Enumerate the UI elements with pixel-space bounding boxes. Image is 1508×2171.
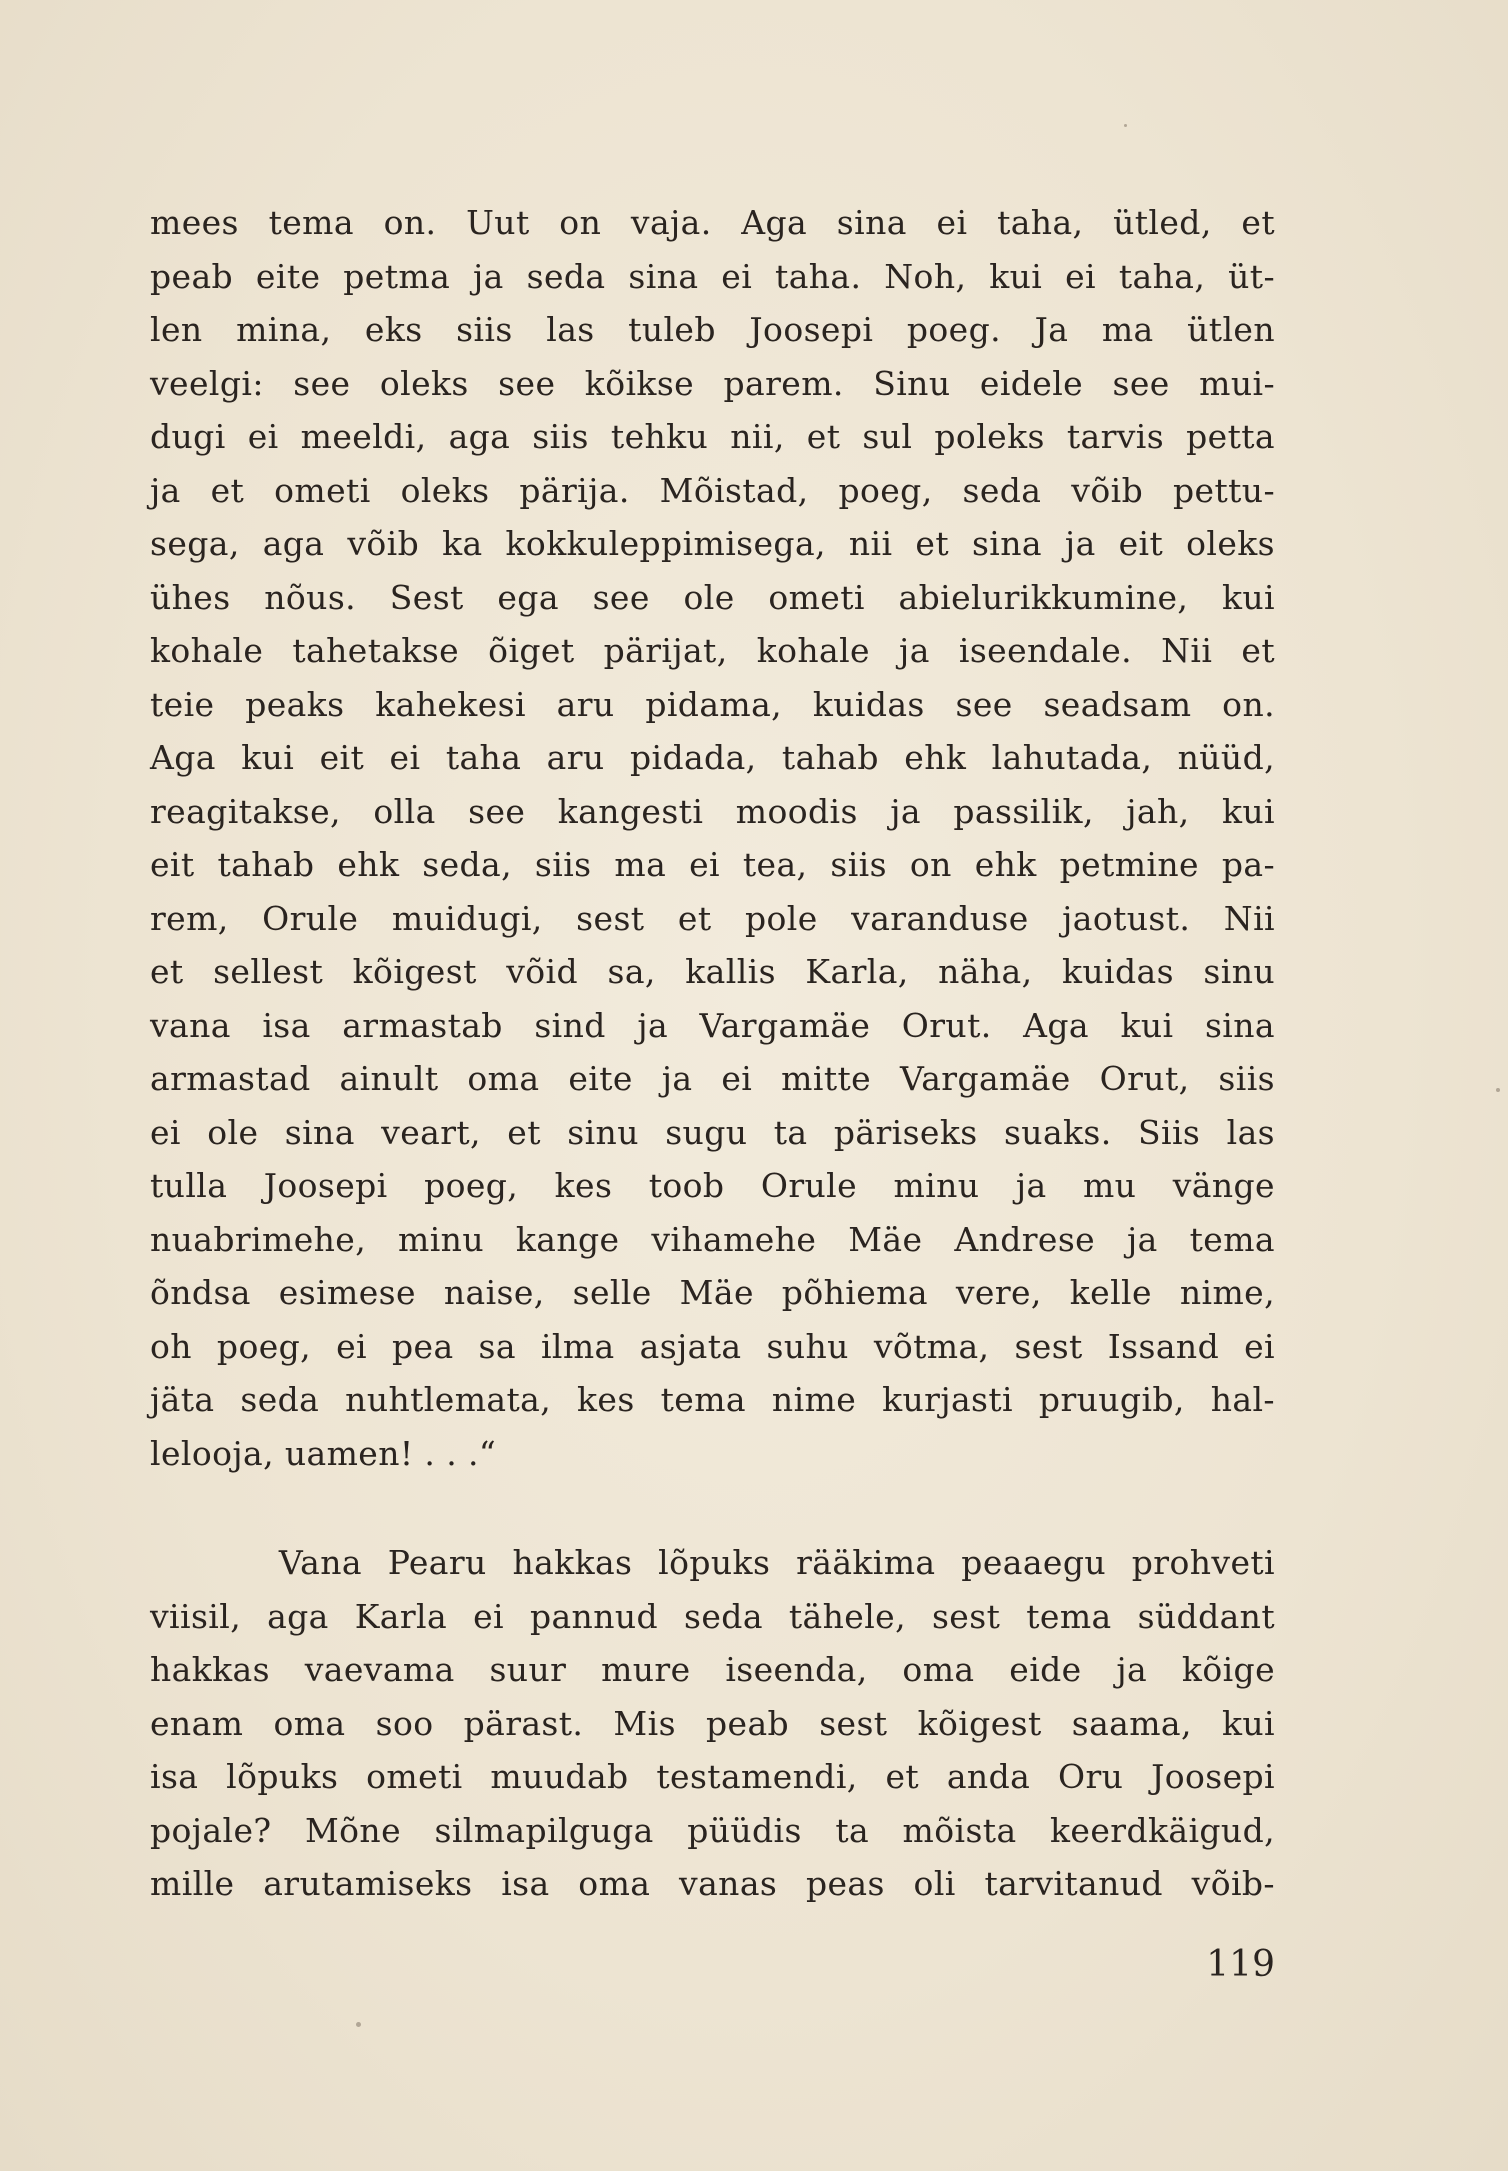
text-line: enam oma soo pärast. Mis peab sest kõigest saama, kui	[150, 1703, 1275, 1743]
text-line: ei ole sina veart, et sinu sugu ta päriseks suaks. Siis las	[150, 1112, 1275, 1152]
text-line: viisil, aga Karla ei pannud seda tähele, sest tema süddant	[150, 1596, 1275, 1636]
text-line: et sellest kõigest võid sa, kallis Karla, näha, kuidas sinu	[150, 952, 1275, 991]
text-line: rem, Orule muidugi, sest et pole varanduse jaotust. Nii	[150, 898, 1275, 938]
text-line: lelooja, uamen! . . .“	[150, 1433, 497, 1473]
text-line: mees tema on. Uut on vaja. Aga sina ei taha, ütled, et	[150, 203, 1275, 242]
text-line: isa lõpuks ometi muudab testamendi, et anda Oru Joosepi	[150, 1757, 1275, 1796]
body-text	[150, 196, 1275, 1911]
text-line: len mina, eks siis las tuleb Joosepi poeg. Ja ma ütlen	[150, 310, 1275, 349]
paper-speck	[356, 2022, 361, 2027]
text-line: ja et ometi oleks pärija. Mõistad, poeg, seda võib pettu-	[150, 470, 1275, 510]
text-line: tulla Joosepi poeg, kes toob Orule minu ja mu vänge	[150, 1166, 1275, 1205]
text-line: dugi ei meeldi, aga siis tehku nii, et sul poleks tarvis petta	[150, 417, 1275, 456]
paper-speck	[1496, 1088, 1500, 1092]
text-line: kohale tahetakse õiget pärijat, kohale ja iseendale. Nii et	[150, 631, 1275, 670]
text-line: jäta seda nuhtlemata, kes tema nime kurjasti pruugib, hal-	[150, 1380, 1275, 1419]
text-line: teie peaks kahekesi aru pidama, kuidas see seadsam on.	[150, 684, 1275, 724]
text-line: nuabrimehe, minu kange vihamehe Mäe Andrese ja tema	[150, 1219, 1275, 1259]
text-line: Aga kui eit ei taha aru pidada, tahab ehk lahutada, nüüd,	[150, 738, 1275, 777]
text-line: hakkas vaevama suur mure iseenda, oma eide ja kõige	[150, 1650, 1275, 1689]
text-line: õndsa esimese naise, selle Mäe põhiema vere, kelle nime,	[150, 1273, 1275, 1312]
text-line: veelgi: see oleks see kõikse parem. Sinu eidele see mui-	[150, 363, 1275, 403]
text-line: Vana Pearu hakkas lõpuks rääkima peaaegu prohveti	[150, 1543, 1275, 1582]
text-line: pojale? Mõne silmapilguga püüdis ta mõista keerdkäigud,	[150, 1810, 1275, 1850]
text-line: mille arutamiseks isa oma vanas peas oli tarvitanud võib-	[150, 1864, 1275, 1903]
paragraph-2	[150, 1536, 1275, 1911]
text-line: vana isa armastab sind ja Vargamäe Orut. Aga kui sina	[150, 1005, 1275, 1045]
text-line: peab eite petma ja seda sina ei taha. Noh, kui ei taha, üt-	[150, 256, 1275, 296]
paragraph-gap	[150, 1480, 1275, 1536]
paper-speck	[1124, 124, 1127, 127]
text-line: eit tahab ehk seda, siis ma ei tea, siis on ehk petmine pa-	[150, 845, 1275, 884]
text-line: oh poeg, ei pea sa ilma asjata suhu võtma, sest Issand ei	[150, 1326, 1275, 1366]
page-number: 119	[1206, 1944, 1275, 1985]
text-line: ühes nõus. Sest ega see ole ometi abielurikkumine, kui	[150, 577, 1275, 617]
text-line: armastad ainult oma eite ja ei mitte Vargamäe Orut, siis	[150, 1059, 1275, 1098]
paragraph-1	[150, 196, 1275, 1480]
text-line: reagitakse, olla see kangesti moodis ja passilik, jah, kui	[150, 791, 1275, 831]
text-line: sega, aga võib ka kokkuleppimisega, nii et sina ja eit oleks	[150, 524, 1275, 563]
